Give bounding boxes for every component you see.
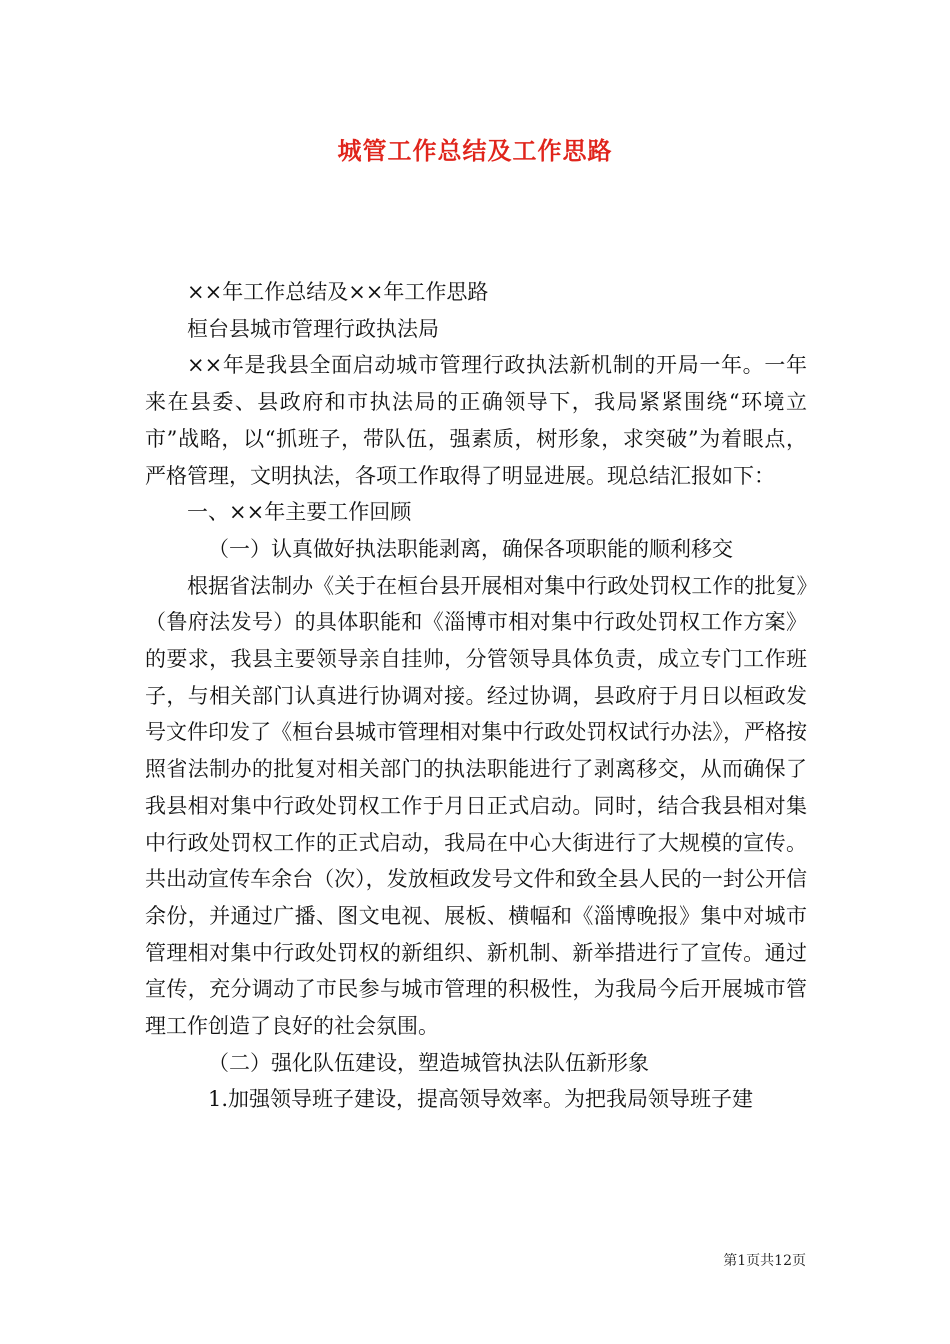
document-body	[145, 274, 807, 1118]
paragraph-body-1: 根据省法制办《关于在桓台县开展相对集中行政处罚权工作的批复》（鲁府法发号）的具体职能和《淄博市相对集中行政处罚权工作方案》的要求，我县主要领导亲自挂帅，分管领导具体负责，成立专门工作班子，与相关部门认真进行协调对接。经过协调，县政府于月日以桓政发号文件印发了《桓台县城市管理相对集中行政处罚权试行办法》，严格按照省法制办的批复对相关部门的执法职能进行了剥离移交，从而确保了我县相对集中行政处罚权工作于月日正式启动。同时，结合我县相对集中行政处罚权工作的正式启动，我局在中心大街进行了大规模的宣传。共出动宣传车余台（次），发放桓政发号文件和致全县人民的一封公开信余份，并通过广播、图文电视、展板、横幅和《淄博晚报》集中对城市管理相对集中行政处罚权的新组织、新机制、新举措进行了宣传。通过宣传，充分调动了市民参与城市管理的积极性，为我局今后开展城市管理工作创造了良好的社会氛围。	[145, 573, 807, 1039]
paragraph-body-2: 1.加强领导班子建设，提高领导效率。为把我局领导班子建	[208, 1087, 754, 1112]
subsection-heading-2: （二）强化队伍建设，塑造城管执法队伍新形象	[208, 1050, 649, 1075]
paragraph-subtitle: ××年工作总结及××年工作思路	[187, 280, 489, 304]
paragraph-organization: 桓台县城市管理行政执法局	[187, 316, 439, 341]
section-heading-review: 一、××年主要工作回顾	[187, 500, 412, 525]
document-title: 城管工作总结及工作思路	[337, 136, 613, 165]
page-number-footer: 第1页共12页	[723, 1253, 806, 1269]
subsection-heading-1: （一）认真做好执法职能剥离，确保各项职能的顺利移交	[208, 536, 733, 561]
paragraph-intro: ××年是我县全面启动城市管理行政执法新机制的开局一年。一年来在县委、县政府和市执法局的正确领导下，我局紧紧围绕“环境立市”战略，以“抓班子，带队伍，强素质，树形象，求突破”为着眼点，严格管理，文明执法，各项工作取得了明显进展。现总结汇报如下：	[145, 353, 807, 488]
